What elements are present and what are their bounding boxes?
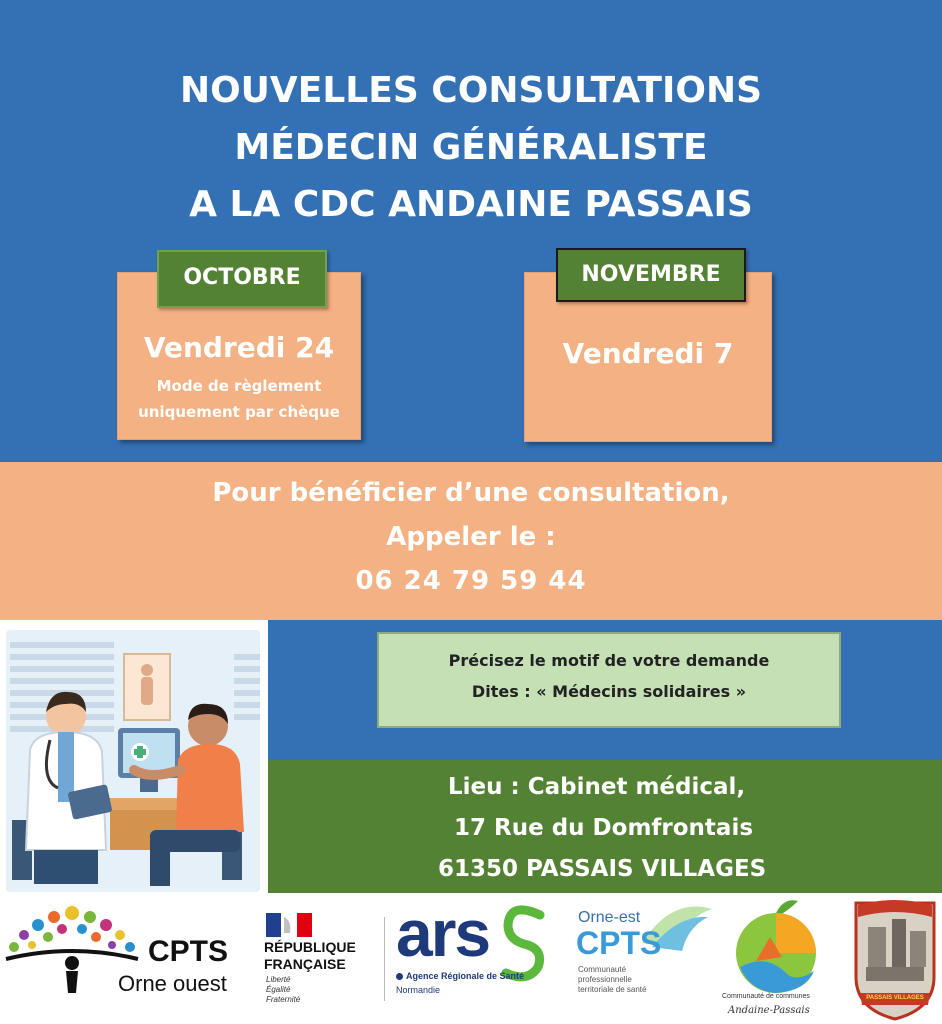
title-line-2: MÉDECIN GÉNÉRALISTE	[234, 127, 708, 168]
cpts-orne-est-logo	[576, 903, 716, 1013]
instructions-box	[377, 632, 841, 728]
call-section	[0, 462, 942, 620]
location-line-2: 17 Rue du Domfrontais	[454, 815, 754, 841]
location-section	[268, 760, 942, 893]
ars-dot-icon	[396, 973, 403, 980]
title-line-3: A LA CDC ANDAINE PASSAIS	[189, 184, 753, 225]
ars-name: ars	[396, 896, 490, 970]
phone-number[interactable]: 06 24 79 59 44	[355, 566, 587, 596]
cpts-orne-ouest-logo	[2, 899, 252, 999]
doctor-consultation-illustration	[0, 620, 268, 893]
instructions-line-1: Précisez le motif de votre demande	[448, 651, 770, 670]
date-card-note: Mode de règlement uniquement par chèque	[138, 377, 340, 421]
location-line-1: Lieu : Cabinet médical,	[448, 774, 746, 800]
instructions-line-2: Dites : « Médecins solidaires »	[471, 682, 747, 701]
republique-motto: Liberté Égalité Fraternité	[266, 975, 301, 1004]
ars-logo	[394, 896, 564, 1013]
doctor-patient-image	[0, 620, 268, 893]
partner-logos	[0, 893, 942, 1024]
marianne-flag-icon	[266, 913, 312, 937]
month-tab-november: NOVEMBRE	[556, 248, 746, 302]
page-title	[0, 62, 942, 233]
ars-region: Normandie	[396, 985, 441, 995]
crest-banner-text: PASSAIS VILLAGES	[866, 995, 924, 1001]
republique-line-2: FRANÇAISE	[264, 956, 346, 972]
month-tab-october: OCTOBRE	[157, 250, 327, 308]
republique-line-1: RÉPUBLIQUE	[264, 939, 356, 955]
date-card-day: Vendredi 7	[562, 337, 734, 370]
logo-divider	[384, 917, 385, 1001]
cdc-line-1: Communauté de communes	[722, 993, 810, 1000]
crest-icon	[852, 897, 938, 1021]
location-line-3: 61350 PASSAIS VILLAGES	[438, 856, 767, 882]
republique-francaise-logo	[264, 913, 374, 1013]
cpts-ouest-region: Orne ouest	[118, 971, 227, 996]
date-card-day: Vendredi 24	[143, 331, 335, 364]
cdc-andaine-passais-logo	[722, 897, 832, 1023]
title-line-1: NOUVELLES CONSULTATIONS	[179, 70, 763, 111]
passais-villages-crest	[852, 897, 938, 1021]
ars-agency: Agence Régionale de Santé	[406, 971, 525, 981]
call-instruction: Appeler le :	[386, 522, 556, 552]
cdc-line-2: Andaine-Passais	[728, 1005, 810, 1016]
apple-icon	[726, 897, 826, 993]
cpts-est-top: Orne-est	[578, 909, 641, 926]
cpts-est-desc: Communauté professionnelle territoriale de santé	[578, 965, 647, 994]
cpts-est-name: CPTS	[576, 925, 662, 961]
call-text: Pour bénéficier d’une consultation,	[212, 478, 730, 508]
cpts-ouest-name: CPTS	[148, 935, 229, 968]
